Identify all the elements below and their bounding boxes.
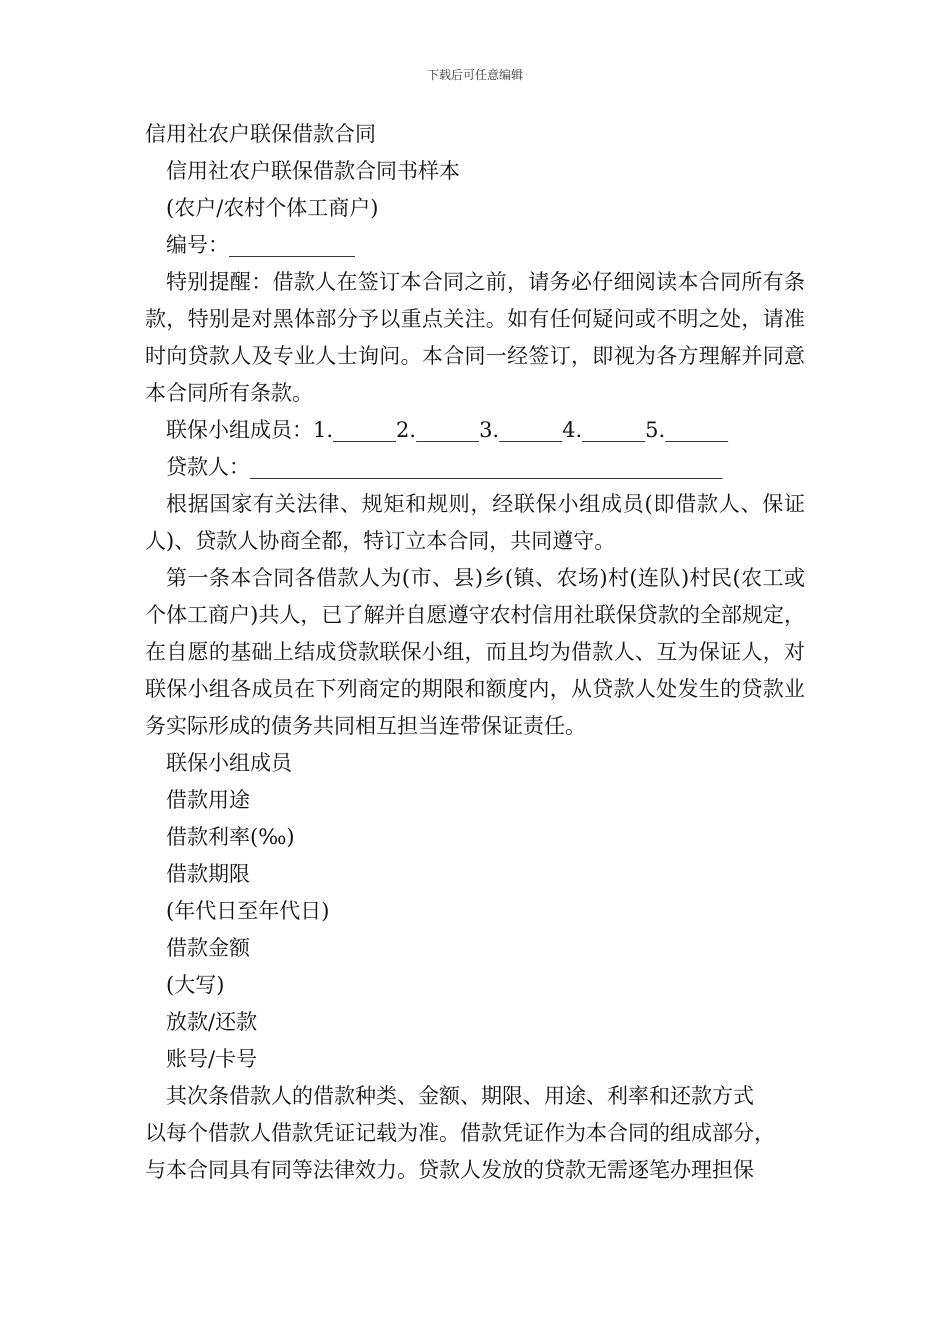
table-field: 借款期限 bbox=[166, 862, 250, 886]
table-field: (年代日至年代日) bbox=[166, 899, 330, 923]
article-2-line: 与本合同具有同等法律效力。贷款人发放的贷款无需逐笔办理担保 bbox=[145, 1158, 754, 1182]
table-field: 放款/还款 bbox=[166, 1010, 258, 1034]
preamble-paragraph: 根据国家有关法律、规矩和规则，经联保小组成员(即借款人、保证人)、贷款人协商全都，特订立本合同，共同遵守。 bbox=[145, 492, 805, 553]
document-subtitle: 信用社农户联保借款合同书样本 bbox=[166, 159, 460, 183]
table-field: 账号/卡号 bbox=[166, 1047, 258, 1071]
special-reminder-paragraph: 特别提醒：借款人在签订本合同之前，请务必仔细阅读本合同所有条款，特别是对黑体部分予以重点关注。如有任何疑问或不明之处，请准时向贷款人及专业人士询问。本合同一经签订，即视为各方理解并同意本合同所有条款。 bbox=[145, 270, 805, 405]
header-note: 下载后可任意编辑 bbox=[426, 68, 523, 82]
table-field: 联保小组成员 bbox=[166, 751, 292, 775]
party-type: (农户/农村个体工商户) bbox=[166, 196, 379, 220]
lender-line: 贷款人：_____________________________________________ bbox=[166, 455, 723, 479]
contract-number-line: 编号：____________ bbox=[166, 233, 355, 257]
article-2-line: 其次条借款人的借款种类、金额、期限、用途、利率和还款方式 bbox=[166, 1084, 754, 1108]
group-members-line: 联保小组成员：1.______2.______3.______4.______5.______ bbox=[166, 418, 729, 442]
document-body bbox=[145, 116, 805, 1189]
table-field: 借款利率(‰) bbox=[166, 825, 295, 849]
table-field: (大写) bbox=[166, 973, 225, 997]
table-field: 借款用途 bbox=[166, 788, 250, 812]
article-2-line: 以每个借款人借款凭证记载为准。借款凭证作为本合同的组成部分， bbox=[145, 1121, 775, 1145]
table-field: 借款金额 bbox=[166, 936, 250, 960]
document-title: 信用社农户联保借款合同 bbox=[145, 122, 376, 146]
article-1-paragraph: 第一条本合同各借款人为(市、县)乡(镇、农场)村(连队)村民(农工或个体工商户)共人，已了解并自愿遵守农村信用社联保贷款的全部规定，在自愿的基础上结成贷款联保小组，而且均为借款人、互为保证人，对联保小组各成员在下列商定的期限和额度内，从贷款人处发生的贷款业务实际形成的债务共同相互担当连带保证责任。 bbox=[145, 566, 805, 738]
